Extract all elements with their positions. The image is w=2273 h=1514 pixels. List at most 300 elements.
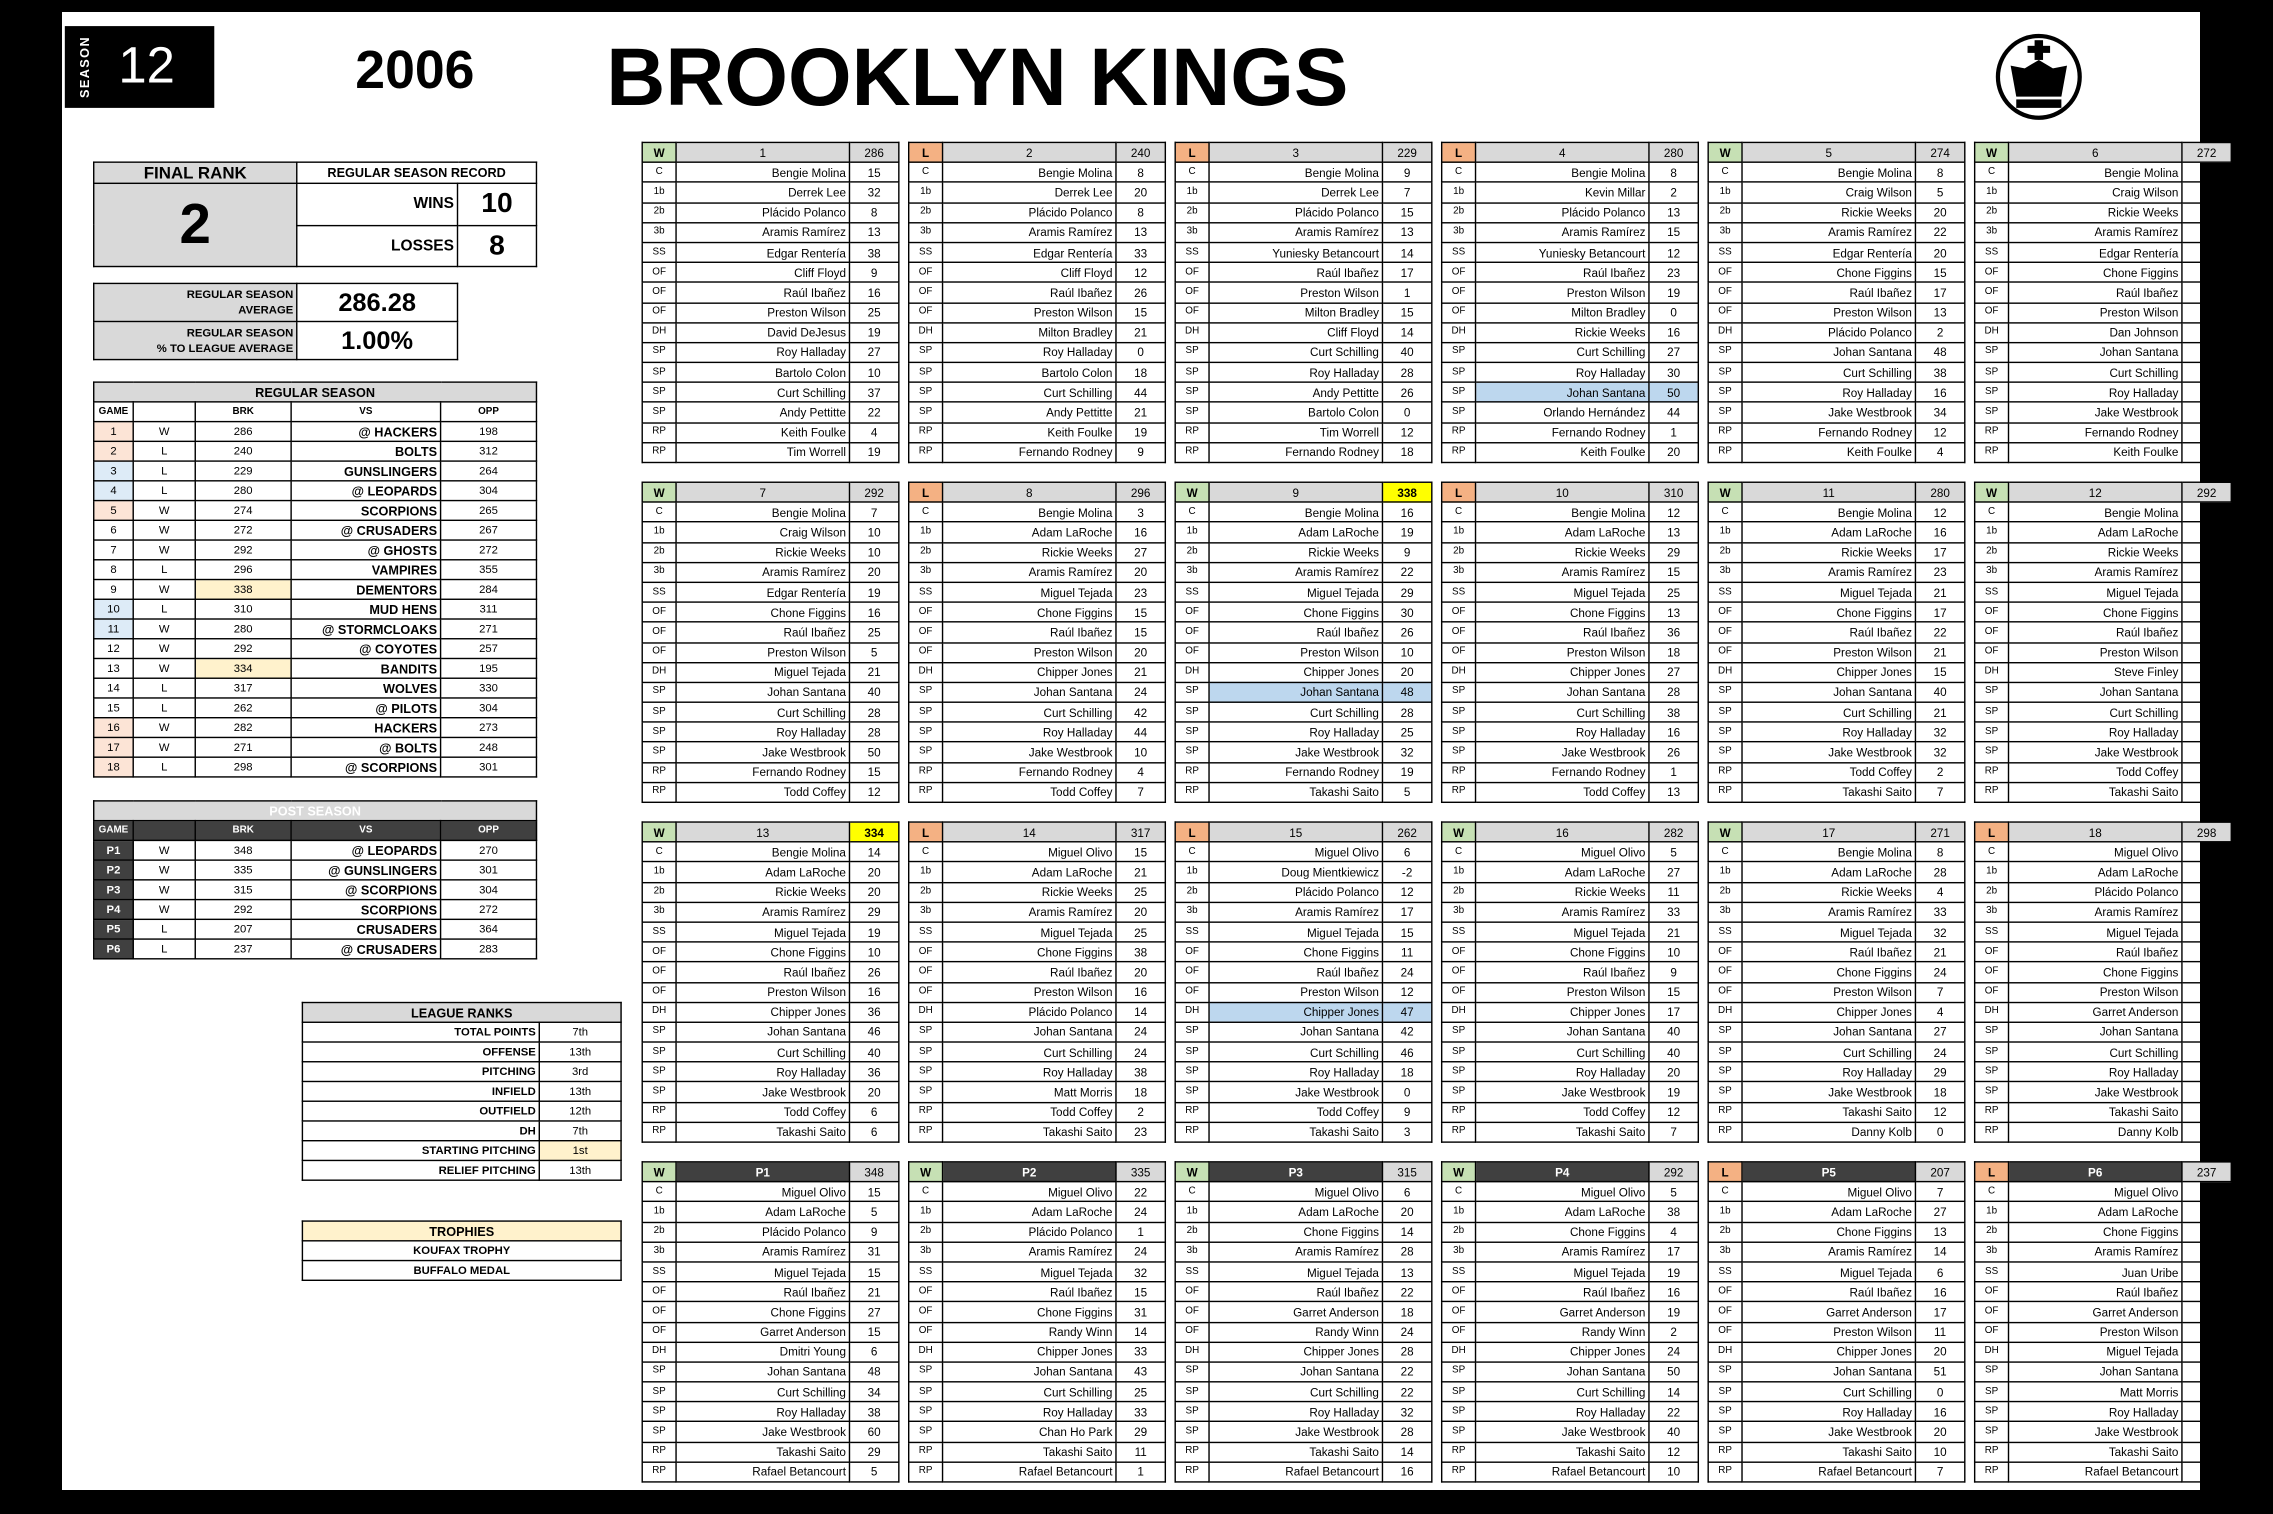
post-game-row[interactable] — [94, 900, 537, 920]
position: DH — [1175, 1342, 1209, 1362]
roster-header[interactable] — [1175, 482, 1432, 502]
player-row — [1442, 422, 1699, 442]
game-label: P4 — [1476, 1162, 1649, 1182]
result-badge: L — [1975, 1162, 2009, 1182]
position: OF — [1708, 1282, 1742, 1302]
player-name: Preston Wilson — [676, 642, 849, 662]
result-badge: W — [642, 482, 676, 502]
player-row — [1175, 902, 1432, 922]
position: RP — [1175, 1442, 1209, 1462]
position: 2b — [642, 542, 676, 562]
game-number: 8 — [94, 560, 133, 580]
position: DH — [1175, 322, 1209, 342]
player-points: 20 — [2182, 882, 2231, 902]
roster-header[interactable] — [1175, 822, 1432, 842]
player-row — [642, 302, 899, 322]
player-points: 12 — [1382, 982, 1431, 1002]
player-row — [642, 982, 899, 1002]
player-name: Jake Westbrook — [1742, 402, 1915, 422]
player-name: Aramis Ramírez — [1476, 562, 1649, 582]
opp-score: 272 — [441, 540, 537, 560]
roster-header[interactable] — [1708, 482, 1965, 502]
player-name: Curt Schilling — [1476, 1042, 1649, 1062]
player-name: Bengie Molina — [1742, 502, 1915, 522]
game-row[interactable] — [94, 599, 537, 619]
player-row — [909, 1102, 1166, 1122]
player-row — [1442, 842, 1699, 862]
roster-header[interactable] — [1442, 1162, 1699, 1182]
position: SP — [909, 342, 943, 362]
player-name: Aramis Ramírez — [1476, 222, 1649, 242]
rank-category: INFIELD — [302, 1081, 539, 1101]
player-row — [642, 1462, 899, 1482]
roster-header[interactable] — [642, 142, 899, 162]
position: SP — [1975, 1422, 2009, 1442]
player-name: Bengie Molina — [943, 162, 1116, 182]
player-name: Johan Santana — [1742, 682, 1915, 702]
player-row — [909, 1082, 1166, 1102]
player-points: 10 — [849, 542, 898, 562]
position: SP — [1175, 1082, 1209, 1102]
player-points: 23 — [2182, 242, 2231, 262]
player-name: Todd Coffey — [943, 782, 1116, 802]
player-points: 17 — [2182, 542, 2231, 562]
player-name: Aramis Ramírez — [1476, 1242, 1649, 1262]
post-game-row[interactable] — [94, 919, 537, 939]
position: OF — [909, 262, 943, 282]
position: 3b — [1442, 562, 1476, 582]
roster-header[interactable] — [1975, 482, 2232, 502]
player-row — [1708, 722, 1965, 742]
result-badge: W — [1708, 822, 1742, 842]
player-row — [1975, 662, 2232, 682]
player-row — [1442, 1442, 1699, 1462]
player-points: 6 — [1382, 1182, 1431, 1202]
position: SP — [1442, 1362, 1476, 1382]
player-row — [1442, 962, 1699, 982]
position: SP — [909, 682, 943, 702]
player-points: 28 — [2182, 1402, 2231, 1422]
player-points: 28 — [1382, 362, 1431, 382]
player-name: Miguel Tejada — [943, 922, 1116, 942]
player-row — [909, 722, 1166, 742]
rank-row — [302, 1141, 621, 1161]
roster-header[interactable] — [909, 1162, 1166, 1182]
player-row — [1975, 1302, 2232, 1322]
player-points: 48 — [849, 1362, 898, 1382]
game-row[interactable] — [94, 698, 537, 718]
player-name: Chone Figgins — [1742, 962, 1915, 982]
position: SP — [642, 362, 676, 382]
position: SP — [1708, 1042, 1742, 1062]
player-row — [642, 602, 899, 622]
player-name: Preston Wilson — [1209, 982, 1382, 1002]
roster-header[interactable] — [1442, 482, 1699, 502]
player-name: Adam LaRoche — [1742, 1202, 1915, 1222]
post-game-row[interactable] — [94, 939, 537, 959]
player-row — [1442, 1322, 1699, 1342]
player-name: Curt Schilling — [1476, 702, 1649, 722]
player-name: Roy Halladay — [2009, 1402, 2182, 1422]
player-name: Jake Westbrook — [1209, 1422, 1382, 1442]
player-row — [1175, 442, 1432, 462]
player-row — [909, 222, 1166, 242]
position: OF — [642, 1302, 676, 1322]
position: SP — [1975, 1402, 2009, 1422]
player-name: Johan Santana — [943, 1022, 1116, 1042]
roster-header[interactable] — [1975, 822, 2232, 842]
player-points: 21 — [1649, 922, 1698, 942]
player-row — [909, 1242, 1166, 1262]
player-row — [1708, 622, 1965, 642]
pct-label-1: REGULAR SEASON — [186, 326, 294, 340]
game-label: P1 — [676, 1162, 849, 1182]
trophies-table — [302, 1220, 622, 1281]
game-row[interactable] — [94, 757, 537, 777]
player-row — [1708, 842, 1965, 862]
player-row — [1175, 302, 1432, 322]
player-row — [1708, 1082, 1965, 1102]
player-row — [1175, 1342, 1432, 1362]
player-row — [909, 902, 1166, 922]
roster-header[interactable] — [1975, 1162, 2232, 1182]
trophy-row — [302, 1241, 621, 1261]
player-name: Rafael Betancourt — [1209, 1462, 1382, 1482]
position: C — [1975, 1182, 2009, 1202]
player-name: Andy Pettitte — [1209, 382, 1382, 402]
player-row — [1442, 1382, 1699, 1402]
roster-header[interactable] — [909, 142, 1166, 162]
game-label: 14 — [943, 822, 1116, 842]
roster-header[interactable] — [1708, 1162, 1965, 1182]
roster-header[interactable] — [1442, 142, 1699, 162]
position: OF — [642, 262, 676, 282]
position: C — [642, 502, 676, 522]
position: 1b — [642, 862, 676, 882]
position: OF — [1708, 282, 1742, 302]
player-row — [1975, 842, 2232, 862]
player-row — [909, 1222, 1166, 1242]
player-row — [1975, 682, 2232, 702]
rank-category: OFFENSE — [302, 1042, 539, 1062]
player-name: Rickie Weeks — [943, 542, 1116, 562]
roster-header[interactable] — [909, 822, 1166, 842]
player-row — [642, 1122, 899, 1142]
player-points: 13 — [849, 222, 898, 242]
position: 1b — [1708, 1202, 1742, 1222]
player-points: 9 — [1649, 962, 1698, 982]
player-points: 4 — [1915, 882, 1964, 902]
player-row — [642, 402, 899, 422]
brk-score: 271 — [195, 737, 291, 757]
position: 1b — [1175, 1202, 1209, 1222]
player-points: 50 — [1649, 382, 1698, 402]
post-game-row[interactable] — [94, 860, 537, 880]
roster-header[interactable] — [1708, 142, 1965, 162]
player-points: 32 — [1116, 1262, 1165, 1282]
position: RP — [1708, 762, 1742, 782]
player-points: 19 — [1649, 1082, 1698, 1102]
player-name: Aramis Ramírez — [943, 902, 1116, 922]
player-points: 27 — [2182, 622, 2231, 642]
roster-header[interactable] — [642, 822, 899, 842]
player-row — [1175, 1042, 1432, 1062]
player-row — [1708, 1402, 1965, 1422]
position: DH — [642, 662, 676, 682]
player-row — [642, 1382, 899, 1402]
position: RP — [642, 1122, 676, 1142]
player-name: Raúl Ibañez — [1209, 622, 1382, 642]
player-points: 8 — [1649, 162, 1698, 182]
roster-header[interactable] — [1975, 142, 2232, 162]
player-row — [642, 1322, 899, 1342]
post-game-row[interactable] — [94, 840, 537, 860]
position: RP — [1708, 1102, 1742, 1122]
rank-value: 13th — [539, 1160, 621, 1180]
roster-header[interactable] — [642, 1162, 899, 1182]
player-name: Takashi Saito — [2009, 1102, 2182, 1122]
player-name: Johan Santana — [943, 682, 1116, 702]
roster-header[interactable] — [642, 482, 899, 502]
position: 2b — [1975, 882, 2009, 902]
player-name: Jake Westbrook — [1476, 742, 1649, 762]
player-name: Rickie Weeks — [1742, 542, 1915, 562]
roster-header[interactable] — [1708, 822, 1965, 842]
position: SP — [642, 1422, 676, 1442]
player-name: Chone Figgins — [676, 942, 849, 962]
position: OF — [1708, 642, 1742, 662]
column-header: VS — [291, 402, 440, 422]
game-label: P5 — [1742, 1162, 1915, 1182]
player-name: Derrek Lee — [943, 182, 1116, 202]
player-row — [1975, 562, 2232, 582]
player-name: Dmitri Young — [676, 1342, 849, 1362]
player-row — [1975, 1382, 2232, 1402]
player-points: 18 — [1649, 642, 1698, 662]
player-name: Chone Figgins — [1742, 602, 1915, 622]
game-row[interactable] — [94, 737, 537, 757]
position: SP — [1175, 382, 1209, 402]
game-row[interactable] — [94, 441, 537, 461]
position: SP — [1975, 1082, 2009, 1102]
player-name: Takashi Saito — [943, 1442, 1116, 1462]
player-row — [909, 562, 1166, 582]
roster-header[interactable] — [909, 482, 1166, 502]
position: 3b — [1175, 562, 1209, 582]
player-name: Roy Halladay — [676, 1062, 849, 1082]
player-name: Miguel Olivo — [1476, 1182, 1649, 1202]
player-points: 7 — [1649, 1122, 1698, 1142]
position: C — [1442, 502, 1476, 522]
player-row — [1708, 902, 1965, 922]
player-points: 25 — [849, 622, 898, 642]
player-name: Takashi Saito — [1209, 1442, 1382, 1462]
player-row — [1442, 922, 1699, 942]
player-row — [1175, 782, 1432, 802]
player-name: Randy Winn — [943, 1322, 1116, 1342]
player-row — [1175, 282, 1432, 302]
player-points: 30 — [2182, 1222, 2231, 1242]
game-row[interactable] — [94, 658, 537, 678]
player-row — [909, 1302, 1166, 1322]
game-row[interactable] — [94, 580, 537, 600]
player-row — [1442, 222, 1699, 242]
player-name: Matt Morris — [2009, 1382, 2182, 1402]
player-name: Jake Westbrook — [676, 1082, 849, 1102]
game-row[interactable] — [94, 520, 537, 540]
position: DH — [1175, 662, 1209, 682]
league-ranks-table — [302, 1002, 622, 1181]
player-row — [1442, 1362, 1699, 1382]
position: C — [1708, 502, 1742, 522]
player-row — [1442, 1122, 1699, 1142]
result: L — [133, 560, 195, 580]
player-name: Curt Schilling — [676, 702, 849, 722]
position: OF — [1175, 642, 1209, 662]
game-row[interactable] — [94, 560, 537, 580]
player-name: Andy Pettitte — [943, 402, 1116, 422]
player-row — [1442, 862, 1699, 882]
player-name: Aramis Ramírez — [676, 222, 849, 242]
player-points: 20 — [1116, 182, 1165, 202]
game-roster-P6 — [1974, 1161, 2232, 1482]
position: RP — [909, 422, 943, 442]
player-points: 38 — [1116, 1062, 1165, 1082]
position: SP — [1175, 1042, 1209, 1062]
player-name: Raúl Ibañez — [676, 622, 849, 642]
player-points: 19 — [1382, 522, 1431, 542]
position: 3b — [1708, 562, 1742, 582]
result-badge: L — [1175, 142, 1209, 162]
column-header: VS — [291, 821, 440, 841]
position: SP — [642, 682, 676, 702]
game-row[interactable] — [94, 540, 537, 560]
player-name: Cliff Floyd — [1209, 322, 1382, 342]
brk-score: 298 — [195, 757, 291, 777]
player-row — [642, 1262, 899, 1282]
player-name: Raúl Ibañez — [943, 282, 1116, 302]
player-points: 1 — [1116, 1462, 1165, 1482]
game-row[interactable] — [94, 422, 537, 442]
player-points: 47 — [1382, 1002, 1431, 1022]
player-name: Rickie Weeks — [2009, 542, 2182, 562]
position: 1b — [909, 862, 943, 882]
player-row — [1175, 842, 1432, 862]
position: RP — [1175, 442, 1209, 462]
player-name: Orlando Hernández — [1476, 402, 1649, 422]
player-name: Yuniesky Betancourt — [1476, 242, 1649, 262]
player-row — [1975, 162, 2232, 182]
player-name: Chone Figgins — [2009, 1222, 2182, 1242]
player-points: 29 — [1649, 542, 1698, 562]
player-row — [1975, 1262, 2232, 1282]
player-row — [1975, 1442, 2232, 1462]
player-points: 1 — [2182, 442, 2231, 462]
player-name: Adam LaRoche — [943, 522, 1116, 542]
player-row — [1708, 1382, 1965, 1402]
position: OF — [909, 602, 943, 622]
player-points: 12 — [1649, 242, 1698, 262]
player-row — [642, 882, 899, 902]
player-row — [909, 1282, 1166, 1302]
player-points: 3 — [2182, 962, 2231, 982]
game-roster-15 — [1174, 821, 1432, 1142]
player-row — [909, 982, 1166, 1002]
player-row — [642, 282, 899, 302]
player-points: 28 — [1915, 862, 1964, 882]
post-game-row[interactable] — [94, 880, 537, 900]
player-name: Chone Figgins — [676, 602, 849, 622]
position: SP — [1708, 1422, 1742, 1442]
player-points: 6 — [849, 1102, 898, 1122]
game-number: P4 — [94, 900, 133, 920]
game-row[interactable] — [94, 461, 537, 481]
player-row — [642, 702, 899, 722]
game-roster-10 — [1441, 482, 1699, 803]
game-row[interactable] — [94, 718, 537, 738]
player-name: Takashi Saito — [2009, 1442, 2182, 1462]
player-points: 20 — [1915, 242, 1964, 262]
player-row — [642, 542, 899, 562]
position: 2b — [1708, 542, 1742, 562]
player-points: 29 — [1116, 1422, 1165, 1442]
player-row — [1708, 1002, 1965, 1022]
player-name: Chipper Jones — [943, 662, 1116, 682]
player-row — [1708, 682, 1965, 702]
player-points: 10 — [2182, 1322, 2231, 1342]
player-points: 15 — [1116, 1282, 1165, 1302]
player-name: Preston Wilson — [943, 982, 1116, 1002]
game-row[interactable] — [94, 678, 537, 698]
roster-header[interactable] — [1175, 142, 1432, 162]
position: SP — [1175, 402, 1209, 422]
game-row[interactable] — [94, 481, 537, 501]
position: OF — [1708, 1322, 1742, 1342]
player-name: Aramis Ramírez — [2009, 222, 2182, 242]
player-name: Juan Uribe — [2009, 1262, 2182, 1282]
player-name: Raúl Ibañez — [1476, 1282, 1649, 1302]
game-row[interactable] — [94, 619, 537, 639]
rank-value: 3rd — [539, 1062, 621, 1082]
player-name: Danny Kolb — [2009, 1122, 2182, 1142]
player-name: Johan Santana — [2009, 1022, 2182, 1042]
player-row — [642, 1362, 899, 1382]
player-name: Chipper Jones — [1742, 1342, 1915, 1362]
game-row[interactable] — [94, 639, 537, 659]
roster-header[interactable] — [1442, 822, 1699, 842]
player-name: Miguel Tejada — [1209, 582, 1382, 602]
position: DH — [1442, 1342, 1476, 1362]
position: RP — [1708, 422, 1742, 442]
player-points: 11 — [1116, 1442, 1165, 1462]
game-roster-12 — [1974, 482, 2232, 803]
game-label: 1 — [676, 142, 849, 162]
player-row — [642, 902, 899, 922]
position: 2b — [1708, 202, 1742, 222]
player-row — [1175, 862, 1432, 882]
position: OF — [1975, 622, 2009, 642]
player-name: Adam LaRoche — [2009, 862, 2182, 882]
roster-header[interactable] — [1175, 1162, 1432, 1182]
position: OF — [1975, 1302, 2009, 1322]
position: 2b — [1442, 202, 1476, 222]
position: RP — [909, 1442, 943, 1462]
player-row — [1708, 162, 1965, 182]
game-row[interactable] — [94, 501, 537, 521]
player-row — [1442, 1042, 1699, 1062]
position: SP — [1175, 1422, 1209, 1442]
rank-row — [302, 1101, 621, 1121]
